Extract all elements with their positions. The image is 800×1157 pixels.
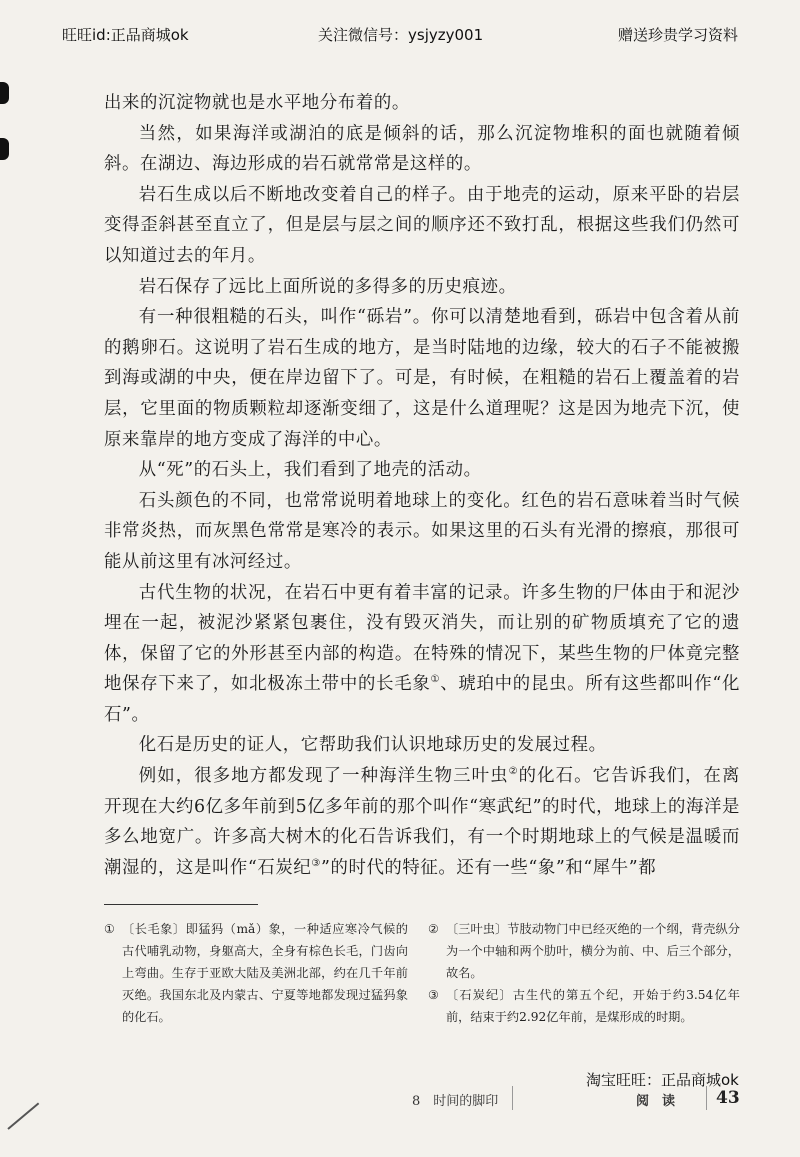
footnote-divider [104, 904, 258, 905]
footnote-3 [428, 984, 740, 1028]
paragraph-example-text-c: ”的时代的特征。还有一些“象”和“犀牛”都 [320, 857, 657, 878]
binding-mark-bottom [0, 138, 9, 160]
paragraph-witness: 化石是历史的证人，它帮助我们认识地球历史的发展过程。 [138, 735, 607, 756]
header-watermark-right: 赠送珍贵学习资料 [618, 26, 739, 44]
footnote-column-left [104, 918, 408, 1028]
header-watermark-center: 关注微信号：ysjyzy001 [318, 26, 484, 44]
bottom-watermark: 淘宝旺旺：正品商城ok [586, 1071, 739, 1089]
paragraph: 从“死”的石头上，我们看到了地壳的活动。 [138, 460, 482, 481]
footnote-number: ① [104, 922, 115, 936]
paragraph-example-text-a: 例如，很多地方都发现了一种海洋生物三叶虫 [138, 766, 509, 787]
binding-mark-top [0, 82, 9, 104]
body-text [104, 88, 740, 883]
paragraph: 岩石保存了远比上面所说的多得多的历史痕迹。 [138, 276, 517, 297]
paragraph-example-text-b: 的化石。它告诉我们，在离开现在大约6亿多年前到5亿多年前的那个叫作“寒武纪”的时代，地球上的海洋是多么地宽广。许多高大树木的化石告诉我们，有一个时期地球上的气候是温暖而潮湿的，这是叫作“石炭纪 [104, 766, 741, 878]
paragraph-example [104, 761, 740, 883]
paragraph: 出来的沉淀物就也是水平地分布着的。 [104, 93, 410, 113]
paragraph-fossil [104, 578, 740, 731]
footnote-number: ③ [428, 988, 439, 1002]
paragraph: 石头颜色的不同，也常常说明着地球上的变化。红色的岩石意味着当时气候非常炎热，而灰黑色常常是寒冷的表示。如果这里的石头有光滑的擦痕，那很可能从前这里有冰河经过。 [104, 490, 740, 572]
header-watermark-left: 旺旺id:正品商城ok [62, 26, 189, 44]
footnote-ref-2[interactable]: ② [508, 766, 519, 778]
folio-section: 阅 读 [636, 1094, 676, 1109]
footnote-text: 〔三叶虫〕节肢动物门中已经灭绝的一个纲，背壳纵分为一个中轴和两个肋叶，横分为前、中、后三个部分，故名。 [446, 922, 740, 980]
footnote-column-right [428, 918, 740, 1028]
footnote-1 [104, 918, 408, 1028]
folio-separator [706, 1086, 707, 1110]
footnote-ref-1[interactable]: ① [430, 674, 441, 686]
paragraph-fossil-text-b: 、琥珀中的昆虫。所有这些都叫作“化石”。 [104, 674, 740, 725]
paragraph-fossil-text-a: 古代生物的状况，在岩石中更有着丰富的记录。许多生物的尸体由于和泥沙埋在一起，被泥沙紧紧包裹住，没有毁灭消失，而让别的矿物质填充了它的遗体，保留了它的外形甚至内部的构造。在特殊的情况下，某些生物的尸体竟完整地保存下来了，如北极冻土带中的长毛象 [104, 582, 740, 695]
footnote-ref-3[interactable]: ③ [311, 858, 321, 870]
folio-separator [512, 1086, 513, 1110]
folio-unit: 8 时间的脚印 [412, 1094, 499, 1109]
footnote-number: ② [428, 922, 439, 936]
scan-corner-mark [7, 1103, 39, 1130]
footnote-text: 〔石炭纪〕古生代的第五个纪，开始于约3.54亿年前，结束于约2.92亿年前，是煤形成的时期。 [446, 988, 740, 1024]
footnote-text: 〔长毛象〕即猛犸（mǎ）象，一种适应寒冷气候的古代哺乳动物，身躯高大，全身有棕色长毛，门齿向上弯曲。生存于亚欧大陆及美洲北部，约在几千年前灭绝。我国东北及内蒙古、宁夏等地都发现过猛犸象的化石。 [122, 922, 408, 1024]
paragraph: 岩石生成以后不断地改变着自己的样子。由于地壳的运动，原来平卧的岩层变得歪斜甚至直立了，但是层与层之间的顺序还不致打乱，根据这些我们仍然可以知道过去的年月。 [104, 184, 740, 266]
footnote-2 [428, 918, 740, 984]
paragraph: 当然，如果海洋或湖泊的底是倾斜的话，那么沉淀物堆积的面也就随着倾斜。在湖边、海边形成的岩石就常常是这样的。 [104, 123, 740, 175]
paragraph: 有一种很粗糙的石头，叫作“砾岩”。你可以清楚地看到，砾岩中包含着从前的鹅卵石。这说明了岩石生成的地方，是当时陆地的边缘，较大的石子不能被搬到海或湖的中央，便在岸边留下了。可是，有时候，在粗糙的岩石上覆盖着的岩层，它里面的物质颗粒却逐渐变细了，这是什么道理呢？这是因为地壳下沉，使原来靠岸的地方变成了海洋的中心。 [104, 307, 740, 450]
page-number: 43 [716, 1088, 740, 1108]
